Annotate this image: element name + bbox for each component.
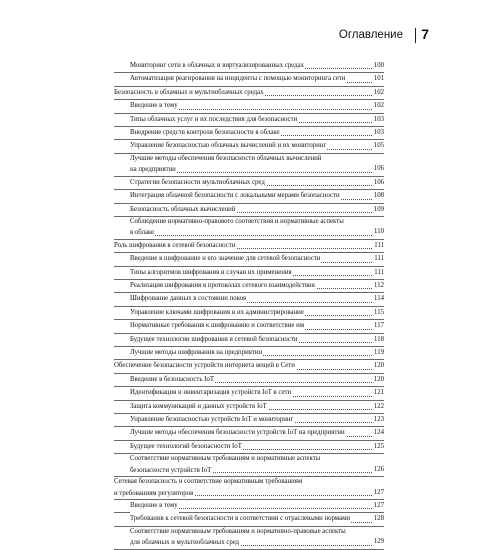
toc-page-number: 106 xyxy=(373,163,384,175)
toc-entry-title: безопасности устройств IoT xyxy=(130,465,212,476)
toc-subsection-entry xyxy=(114,527,384,550)
toc-subsection-entry xyxy=(114,253,384,266)
toc-entry-title: Лучшие методы шифрования на предприятии xyxy=(130,347,263,359)
running-header-title: Оглавление xyxy=(338,29,403,41)
toc-page-number: 105 xyxy=(373,140,384,152)
toc-subsection-entry xyxy=(114,454,384,477)
toc-page-number: 111 xyxy=(373,267,384,279)
toc-subsection-entry xyxy=(114,100,384,113)
toc-entry-title: Введение в тему xyxy=(130,500,179,512)
toc-entry-title: Роль шифрования в сетевой безопасности xyxy=(114,240,236,252)
toc-entry-title: Реализация шифрования в протоколах сетевого взаимодействия xyxy=(130,280,316,292)
toc-page-number: 127 xyxy=(373,487,384,499)
toc-entry-title: Управление ключами шифрования и их администрирование xyxy=(130,307,305,319)
toc-section-entry xyxy=(114,360,384,373)
dot-leader xyxy=(130,234,384,236)
toc-subsection-entry xyxy=(114,190,384,203)
toc-page-number: 125 xyxy=(373,441,384,453)
toc-page-number: 112 xyxy=(373,280,384,292)
toc-page-number: 111 xyxy=(373,253,384,265)
toc-entry-title: Интеграция облачной безопасности с локальными мерами безопасности xyxy=(130,190,341,202)
toc-subsection-entry xyxy=(114,334,384,347)
toc-entry-title: и требованиям регуляторов xyxy=(114,488,194,499)
toc-page-number: 109 xyxy=(373,204,384,216)
toc-subsection-entry xyxy=(114,307,384,320)
toc-page-number: 128 xyxy=(373,513,384,525)
toc-entry-title: Соответствие нормативным требованиям и нормативно-правовые аспекты xyxy=(130,527,347,538)
toc-entry-title: Сетевая безопасность и соответствие нормативным требованиям xyxy=(114,477,303,488)
toc-entry-title: Введение в тему xyxy=(130,100,179,112)
toc-entry-title: Автоматизация реагирования на инциденты с помощью мониторинга сети xyxy=(130,73,346,85)
toc-subsection-entry xyxy=(114,267,384,280)
toc-page-number: 127 xyxy=(373,500,384,512)
toc-entry-title: в облаке xyxy=(130,227,155,238)
toc-entry-title: Введение в шифрование и его значение для сетевой безопасности xyxy=(130,253,321,265)
header-separator xyxy=(415,28,416,43)
toc-entry-title: Безопасность в облачных и мультиоблачных средах xyxy=(114,87,265,99)
toc-page-number: 124 xyxy=(373,427,384,439)
toc-page-number: 100 xyxy=(373,60,384,72)
toc-page-number: 106 xyxy=(373,177,384,189)
toc-page-number: 101 xyxy=(373,73,384,85)
toc-subsection-entry xyxy=(114,513,384,526)
toc-page-number: 111 xyxy=(373,240,384,252)
toc-page-number: 120 xyxy=(373,374,384,386)
toc-entry-title: на предприятии xyxy=(130,164,177,175)
toc-entry-title: Внедрение средств контроля безопасности в облаке xyxy=(130,127,281,139)
toc-subsection-entry xyxy=(114,140,384,153)
toc-subsection-entry xyxy=(114,73,384,86)
toc-subsection-entry xyxy=(114,347,384,360)
toc-subsection-entry xyxy=(114,60,384,73)
toc-entry-title: Управление безопасностью облачных вычислений и их мониторинг xyxy=(130,140,327,152)
table-of-contents xyxy=(114,60,384,550)
toc-entry-title: Мониторинг сети в облачных и виртуализированных средах xyxy=(130,60,305,72)
toc-subsection-entry xyxy=(114,500,384,513)
toc-subsection-entry xyxy=(114,217,384,240)
toc-page-number: 102 xyxy=(373,100,384,112)
toc-entry-title: Безопасность облачных вычислений xyxy=(130,204,236,216)
toc-entry-title: Лучшие методы обеспечения безопасности облачных вычислений xyxy=(130,154,322,165)
toc-subsection-entry xyxy=(114,293,384,306)
toc-page-number: 120 xyxy=(373,360,384,372)
toc-entry-title: Будущее технологий безопасности IoT xyxy=(130,441,243,453)
toc-page-number: 121 xyxy=(373,387,384,399)
toc-entry-title: для облачных и мультиоблачных сред xyxy=(130,537,240,548)
toc-page-number: 117 xyxy=(373,320,384,332)
toc-entry-title: Требования к сетевой безопасности в соответствии с отраслевыми нормами xyxy=(130,513,351,525)
toc-page-number: 103 xyxy=(373,114,384,126)
toc-section-entry xyxy=(114,477,384,500)
toc-page-number: 108 xyxy=(373,190,384,202)
toc-subsection-entry xyxy=(114,127,384,140)
page-number: 7 xyxy=(421,26,429,42)
toc-page-number: 114 xyxy=(373,293,384,305)
toc-section-entry xyxy=(114,240,384,253)
toc-subsection-entry xyxy=(114,374,384,387)
toc-page-number: 118 xyxy=(373,334,384,346)
toc-subsection-entry xyxy=(114,427,384,440)
toc-entry-title: Типы облачных услуг и их последствия для безопасности xyxy=(130,114,298,126)
toc-page-number: 126 xyxy=(373,464,384,476)
toc-entry-title: Обеспечение безопасности устройств интернета вещей в Сети xyxy=(114,360,296,372)
toc-entry-title: Защита коммуникаций и данных устройств IoT xyxy=(130,401,268,413)
toc-page-number: 123 xyxy=(373,414,384,426)
toc-page-number: 103 xyxy=(373,127,384,139)
toc-page-number: 119 xyxy=(373,347,384,359)
toc-page-number: 102 xyxy=(373,87,384,99)
toc-subsection-entry xyxy=(114,114,384,127)
toc-entry-title: Стратегии безопасности мультиоблачных сред xyxy=(130,177,266,189)
toc-entry-title: Будущее технологии шифрования в сетевой безопасности xyxy=(130,334,299,346)
toc-page-number: 110 xyxy=(373,226,384,238)
toc-subsection-entry xyxy=(114,320,384,333)
toc-subsection-entry xyxy=(114,414,384,427)
toc-entry-title: Нормативные требования к шифрованию и соответствие им xyxy=(130,320,305,332)
toc-page-number: 129 xyxy=(373,536,384,548)
toc-entry-title: Идентификация и инвентаризация устройств IoT в сети xyxy=(130,387,292,399)
toc-entry-title: Управление безопасностью устройств IoT и мониторинг xyxy=(130,414,294,426)
toc-entry-title: Шифрование данных в состоянии покоя xyxy=(130,293,247,305)
toc-page-number: 115 xyxy=(373,307,384,319)
toc-subsection-entry xyxy=(114,154,384,177)
toc-page-number: 122 xyxy=(373,401,384,413)
toc-subsection-entry xyxy=(114,401,384,414)
toc-entry-title: Типы алгоритмов шифрования и случаи их применения xyxy=(130,267,293,279)
toc-section-entry xyxy=(114,87,384,100)
toc-subsection-entry xyxy=(114,204,384,217)
toc-subsection-entry xyxy=(114,387,384,400)
toc-entry-title: Соблюдение нормативно-правового соответствия и нормативные аспекты xyxy=(130,217,345,228)
toc-entry-title: Лучшие методы обеспечения безопасности устройств IoT на предприятии xyxy=(130,427,346,439)
toc-subsection-entry xyxy=(114,177,384,190)
toc-subsection-entry xyxy=(114,280,384,293)
toc-entry-title: Введение в безопасность IoT xyxy=(130,374,215,386)
toc-entry-title: Соответствие нормативным требованиям и нормативные аспекты xyxy=(130,454,321,465)
toc-subsection-entry xyxy=(114,441,384,454)
running-header xyxy=(0,26,500,46)
